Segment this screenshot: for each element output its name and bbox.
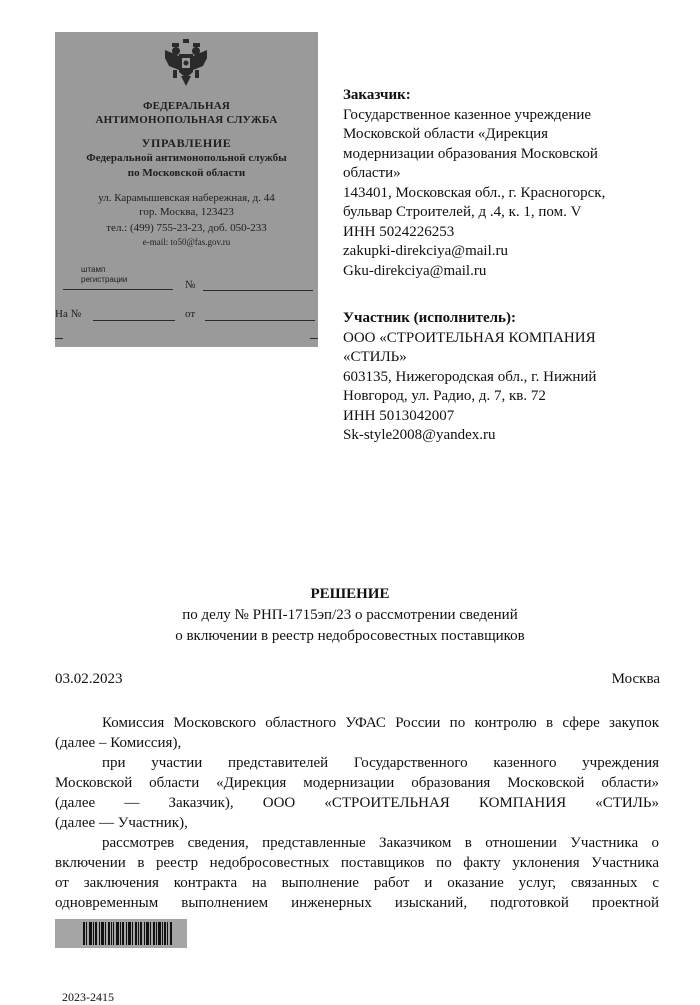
decision-title: РЕШЕНИЕ: [310, 586, 390, 602]
barcode: [55, 919, 187, 948]
stamp-email: e-mail: to50@fas.gov.ru: [142, 237, 231, 247]
stamp-address-line1: ул. Карамышевская набережная, д. 44: [98, 192, 275, 204]
body-text-line: (далее – Комиссия),: [55, 735, 182, 751]
stamp-label-2: регистрации: [81, 275, 128, 284]
customer-inn: ИНН 5024226253: [343, 223, 455, 240]
stamp-label-1: штамп: [81, 265, 106, 274]
barcode-icon: [55, 919, 187, 948]
body-text-line: Московской области «Дирекция модернизации образования Московской области»: [55, 775, 659, 791]
customer-block: [343, 86, 663, 281]
stamp-number-sign: №: [185, 279, 196, 291]
customer-address-line: 143401, Московская обл., г. Красногорск,: [343, 184, 606, 201]
participant-email: Sk-style2008@yandex.ru: [343, 427, 496, 443]
customer-heading: Заказчик:: [343, 87, 411, 103]
double-headed-eagle-icon: [163, 38, 209, 88]
customer-line: области»: [343, 165, 401, 181]
stamp-address-line2: гор. Москва, 123423: [139, 206, 234, 218]
stamp-na-number-label: На №: [55, 308, 82, 320]
customer-line: Государственное казенное учреждение: [343, 106, 592, 123]
customer-email: zakupki-direkciya@mail.ru: [343, 243, 508, 259]
stamp-corner-mark: [310, 338, 318, 339]
stamp-dept-line3: по Московской области: [127, 167, 246, 179]
participant-inn: ИНН 5013042007: [343, 407, 455, 424]
body-text-line: при участии представителей Государственного казенного учреждения: [102, 755, 659, 771]
customer-address-line: бульвар Строителей, д .4, к. 1, пом. V: [343, 204, 582, 220]
participant-block: [343, 309, 663, 446]
body-text-line: одновременным выполнением инженерных изысканий, подготовкой проектной: [55, 895, 659, 911]
participant-heading: Участник (исполнитель):: [343, 310, 516, 326]
body-text-line: от заключения контракта на выполнение работ и оказание услуг, связанных с: [55, 875, 659, 891]
participant-address-line: 603135, Нижегородская обл., г. Нижний: [343, 368, 597, 385]
customer-email: Gku-direkciya@mail.ru: [343, 262, 487, 279]
body-text-line: (далее — Участник),: [55, 815, 188, 831]
stamp-phone: тел.: (499) 755-23-23, доб. 050-233: [106, 222, 267, 234]
stamp-org-line1: ФЕДЕРАЛЬНАЯ: [142, 100, 231, 112]
decision-date: 03.02.2023: [55, 671, 123, 687]
stamp-corner-mark: [55, 338, 63, 339]
stamp-org-line2: АНТИМОНОПОЛЬНАЯ СЛУЖБА: [95, 114, 278, 126]
stamp-reg-line: [63, 289, 173, 290]
body-text-line: включении в реестр недобросовестных поставщиков по факту уклонения Участника: [55, 855, 659, 871]
stamp-from-line: [205, 320, 315, 321]
decision-subtitle-line2: о включении в реестр недобросовестных поставщиков: [175, 628, 525, 644]
body-text-line: рассмотрев сведения, представленные Заказчиком в отношении Участника о: [102, 835, 659, 851]
decision-subtitle-line1: по делу № РНП-1715эп/23 о рассмотрении сведений: [182, 607, 518, 623]
body-text-line: Комиссия Московского областного УФАС России по контролю в сфере закупок: [102, 715, 659, 731]
document-number: 2023-2415: [62, 990, 114, 1004]
stamp-dept-line1: УПРАВЛЕНИЕ: [141, 136, 232, 150]
decision-city: Москва: [611, 671, 660, 687]
participant-line: «СТИЛЬ»: [343, 349, 407, 365]
stamp-number-line: [203, 290, 313, 291]
registration-stamp: [55, 32, 318, 347]
body-text-line: (далее — Заказчик), ООО «СТРОИТЕЛЬНАЯ КОМПАНИЯ «СТИЛЬ»: [55, 795, 659, 811]
customer-line: модернизации образования Московской: [343, 145, 598, 162]
stamp-from-label: от: [185, 308, 196, 320]
participant-line: ООО «СТРОИТЕЛЬНАЯ КОМПАНИЯ: [343, 329, 596, 346]
stamp-dept-line2: Федеральной антимонопольной службы: [86, 152, 287, 164]
stamp-na-number-line: [93, 320, 175, 321]
customer-line: Московской области «Дирекция: [343, 126, 549, 142]
participant-address-line: Новгород, ул. Радио, д. 7, кв. 72: [343, 388, 546, 404]
